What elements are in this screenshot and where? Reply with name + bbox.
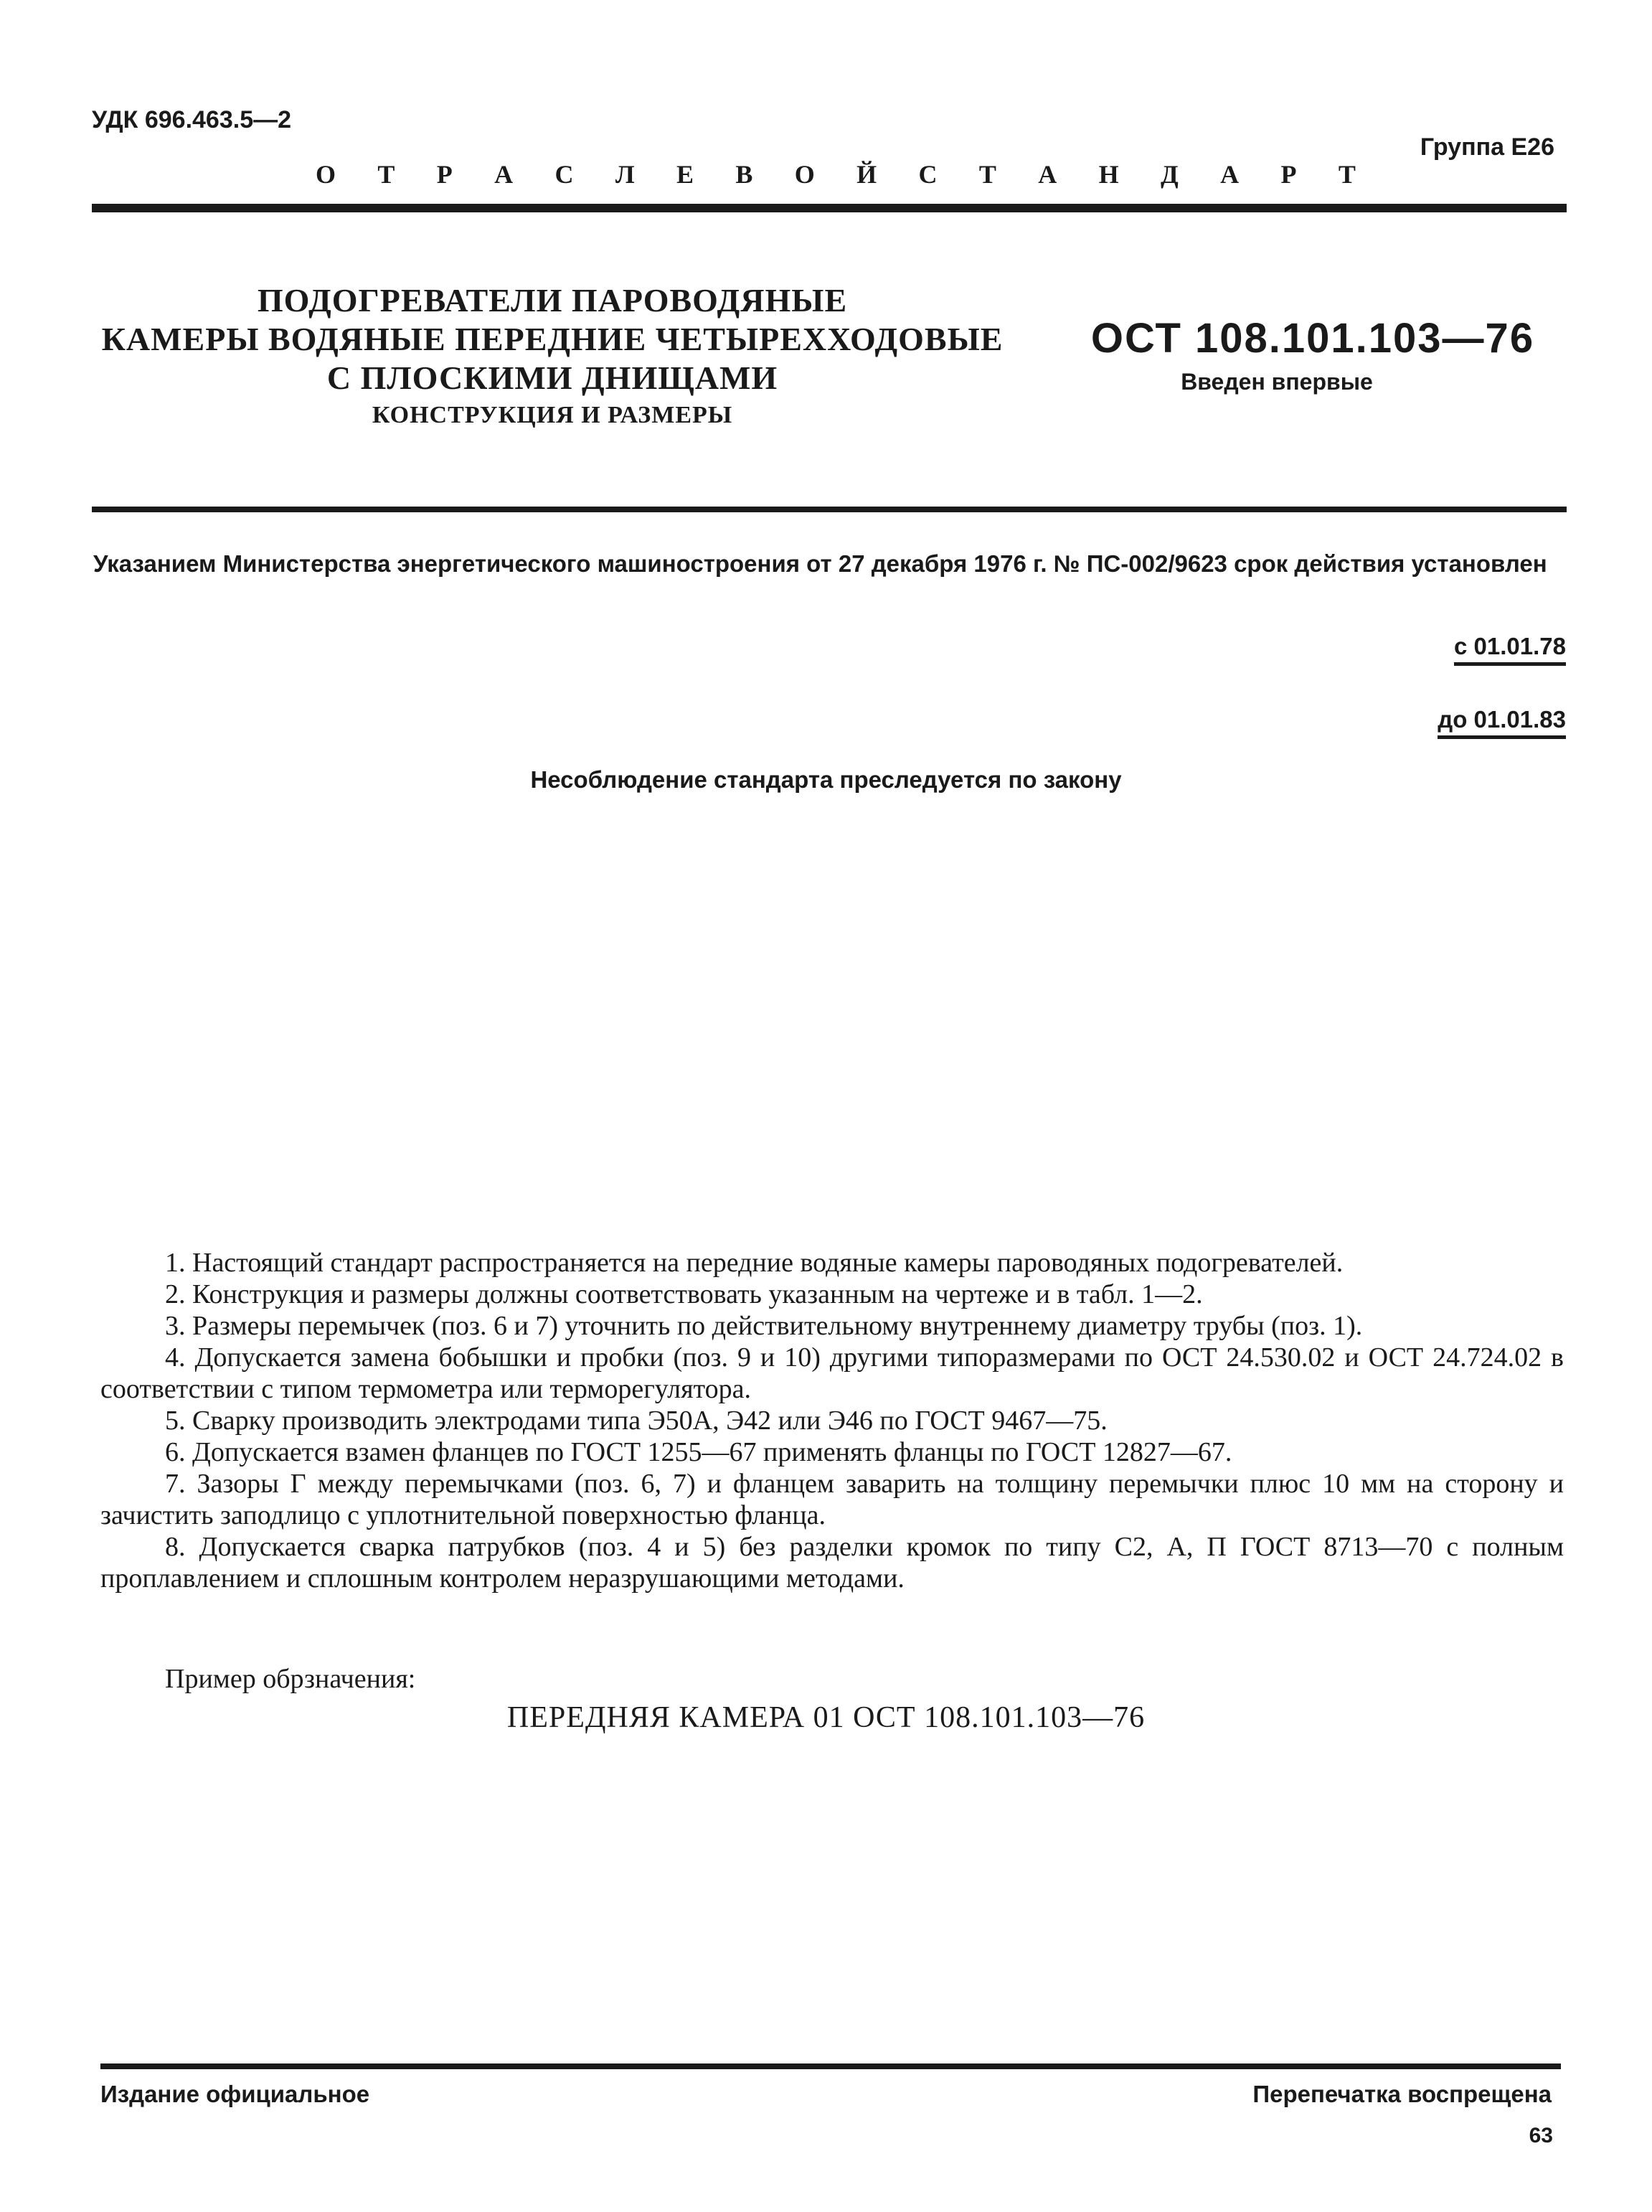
banner-letter: Н (1098, 160, 1119, 189)
validity-end (1438, 706, 1566, 733)
requirement-item: 3. Размеры перемычек (поз. 6 и 7) уточнить по действительному внутреннему диаметру трубы (поз. 1). (165, 1311, 1363, 1341)
banner-letter: Д (1160, 160, 1179, 189)
banner-letter: Т (377, 160, 395, 189)
udk-code: УДК 696.463.5—2 (92, 106, 292, 133)
title-divider (92, 507, 1567, 512)
banner-letter: Л (615, 160, 635, 189)
banner-letter: Е (676, 160, 694, 189)
banner-letter: О (316, 160, 336, 189)
banner-letter: С (918, 160, 938, 189)
industry-standard-banner (316, 159, 1356, 189)
title-subline: КОНСТРУКЦИЯ И РАЗМЕРЫ (372, 402, 733, 428)
requirement-item: 4. Допускается замена бобышки и пробки (поз. 9 и 10) другими типоразмерами по ОСТ 24.530.02 и ОСТ 24.724.02 в соответствии с типом термометра или терморегулятора. (100, 1342, 1564, 1404)
banner-letter: Р (1280, 160, 1297, 189)
banner-letter: Р (436, 160, 453, 189)
banner-letter: О (794, 160, 815, 189)
requirement-item: 8. Допускается сварка патрубков (поз. 4 и 5) без разделки кромок по типу С2, А, П ГОСТ 8713—70 с полным проплавлением и сплошным контролем неразрушающими методами. (100, 1532, 1564, 1594)
banner-letter: С (554, 160, 574, 189)
example-label: Пример обрзначения: (165, 1664, 416, 1694)
title-line: С ПЛОСКИМИ ДНИЩАМИ (326, 359, 778, 396)
validity-start (1454, 633, 1566, 660)
title-line: ПОДОГРЕВАТЕЛИ ПАРОВОДЯНЫЕ (257, 282, 848, 319)
page-number: 63 (1529, 2124, 1553, 2147)
banner-letter: А (494, 160, 514, 189)
banner-letter: А (1220, 160, 1240, 189)
title-line: КАМЕРЫ ВОДЯНЫЕ ПЕРЕДНИЕ ЧЕТЫРЕХХОДОВЫЕ (101, 321, 1004, 357)
decree-text: Указанием Министерства энергетического машиностроения от 27 декабря 1976 г. № ПС-002/9623 срок действия установлен (93, 550, 1547, 577)
validity-start-value: с 01.01.78 (1454, 633, 1566, 666)
edition-label: Издание официальное (100, 2081, 370, 2107)
banner-letter: А (1038, 160, 1057, 189)
reprint-notice: Перепечатка воспрещена (1252, 2081, 1552, 2107)
requirement-item: 6. Допускается взамен фланцев по ГОСТ 1255—67 применять фланцы по ГОСТ 12827—67. (165, 1437, 1232, 1467)
header-divider (92, 204, 1567, 212)
requirement-item: 2. Конструкция и размеры должны соответствовать указанным на чертеже и в табл. 1—2. (165, 1279, 1203, 1309)
legal-notice: Несоблюдение стандарта преследуется по закону (530, 766, 1122, 793)
banner-letter: Т (1338, 160, 1356, 189)
banner-letter: В (735, 160, 753, 189)
introduced-note: Введен впервые (1181, 369, 1373, 395)
group-code: Группа Е26 (1420, 133, 1554, 161)
requirement-item: 7. Зазоры Г между перемычками (поз. 6, 7) и фланцем заварить на толщину перемычки плюс 10 мм на сторону и зачистить заподлицо с уплотнительной поверхностью фланца. (100, 1469, 1564, 1530)
standard-code: ОСТ 108.101.103—76 (1090, 315, 1535, 362)
example-designation: ПЕРЕДНЯЯ КАМЕРА 01 ОСТ 108.101.103—76 (506, 1701, 1146, 1734)
requirement-item: 1. Настоящий стандарт распространяется на передние водяные камеры пароводяных подогревателей. (165, 1248, 1344, 1278)
banner-letter: Й (856, 160, 877, 189)
document-title (86, 281, 1019, 433)
requirement-item: 5. Сварку производить электродами типа Э50А, Э42 или Э46 по ГОСТ 9467—75. (165, 1406, 1108, 1436)
footer-divider (100, 2063, 1561, 2069)
validity-end-value: до 01.01.83 (1438, 706, 1566, 739)
requirements-list (100, 1247, 1564, 1594)
banner-letter: Т (978, 160, 996, 189)
